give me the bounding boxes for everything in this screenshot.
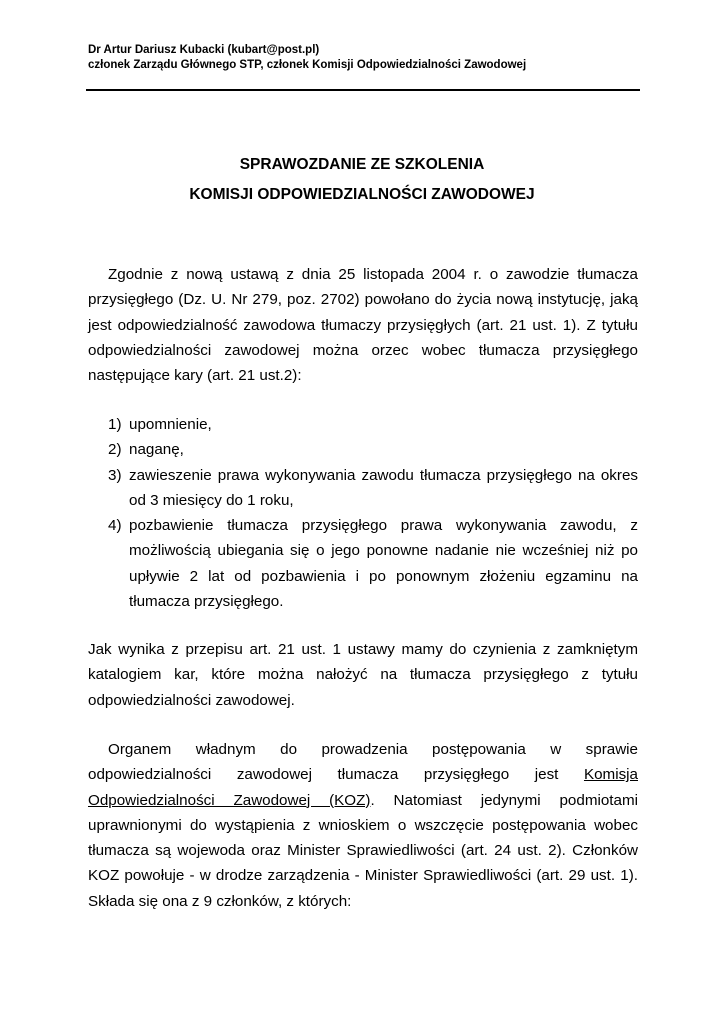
list-item bbox=[88, 412, 638, 437]
paragraph-koz bbox=[88, 737, 638, 914]
list-item-text: upomnienie, bbox=[129, 416, 212, 433]
list-item-number: 4) bbox=[108, 517, 122, 535]
paragraph-koz-rest: . Natomiast jedynymi podmiotami uprawnionymi do wystąpienia z wnioskiem o wszczęcie postępowania wobec tłumacza są wojewoda oraz Minister Sprawiedliwości (art. 24 ust. 2). Członków KOZ powołuje - w drodze zarządzenia - Minister Sprawiedliwości (art. 29 ust. 1). Składa się ona z 9 członków, z których: bbox=[88, 791, 638, 910]
paragraph-intro: Zgodnie z nową ustawą z dnia 25 listopada 2004 r. o zawodzie tłumacza przysięgłego (Dz. U. Nr 279, poz. 2702) powołano do życia nową instytucję, jaką jest odpowiedzialność zawodowa tłumaczy przysięgłych (art. 21 ust. 1). Z tytułu odpowiedzialności zawodowej można orzec wobec tłumacza przysięgłego następujące kary (art. 21 ust.2): bbox=[88, 266, 638, 385]
paragraph-closed-catalogue: Jak wynika z przepisu art. 21 ust. 1 ustawy mamy do czynienia z zamkniętym katalogiem kar, które można nałożyć na tłumacza przysięgłego z tytułu odpowiedzialności zawodowej. bbox=[88, 641, 638, 709]
author-affiliation-line: członek Zarządu Głównego STP, członek Komisji Odpowiedzialności Zawodowej bbox=[88, 59, 527, 71]
document-title-line-2: KOMISJI ODPOWIEDZIALNOŚCI ZAWODOWEJ bbox=[189, 186, 535, 203]
koz-underlined-name: Komisja Odpowiedzialności Zawodowej (KOZ) bbox=[88, 766, 638, 809]
list-item-text: zawieszenie prawa wykonywania zawodu tłumacza przysięgłego na okres od 3 miesięcy do 1 roku, bbox=[129, 466, 638, 509]
list-item-number: 3) bbox=[108, 466, 122, 484]
list-item bbox=[88, 513, 638, 614]
list-item-number: 1) bbox=[108, 416, 122, 433]
paragraph-koz-start: Organem władnym do prowadzenia postępowania w sprawie odpowiedzialności zawodowej tłumacza przysięgłego jest bbox=[88, 741, 638, 784]
list-item-text: naganę, bbox=[129, 441, 184, 459]
list-item-text: pozbawienie tłumacza przysięgłego prawa wykonywania zawodu, z możliwością ubiegania się o jego ponowne nadanie nie wcześniej niż po upływie 2 lat od pozbawienia i po ponownym złożeniu egzaminu na tłumacza przysięgłego. bbox=[129, 517, 638, 611]
author-line: Dr Artur Dariusz Kubacki (kubart@post.pl) bbox=[88, 44, 320, 56]
list-item bbox=[88, 437, 638, 462]
header-divider bbox=[86, 89, 640, 91]
document-header bbox=[88, 43, 640, 73]
penalties-list bbox=[88, 412, 638, 614]
document-title-line-1: SPRAWOZDANIE ZE SZKOLENIA bbox=[239, 156, 485, 173]
list-item-number: 2) bbox=[108, 441, 122, 459]
list-item bbox=[88, 463, 638, 514]
